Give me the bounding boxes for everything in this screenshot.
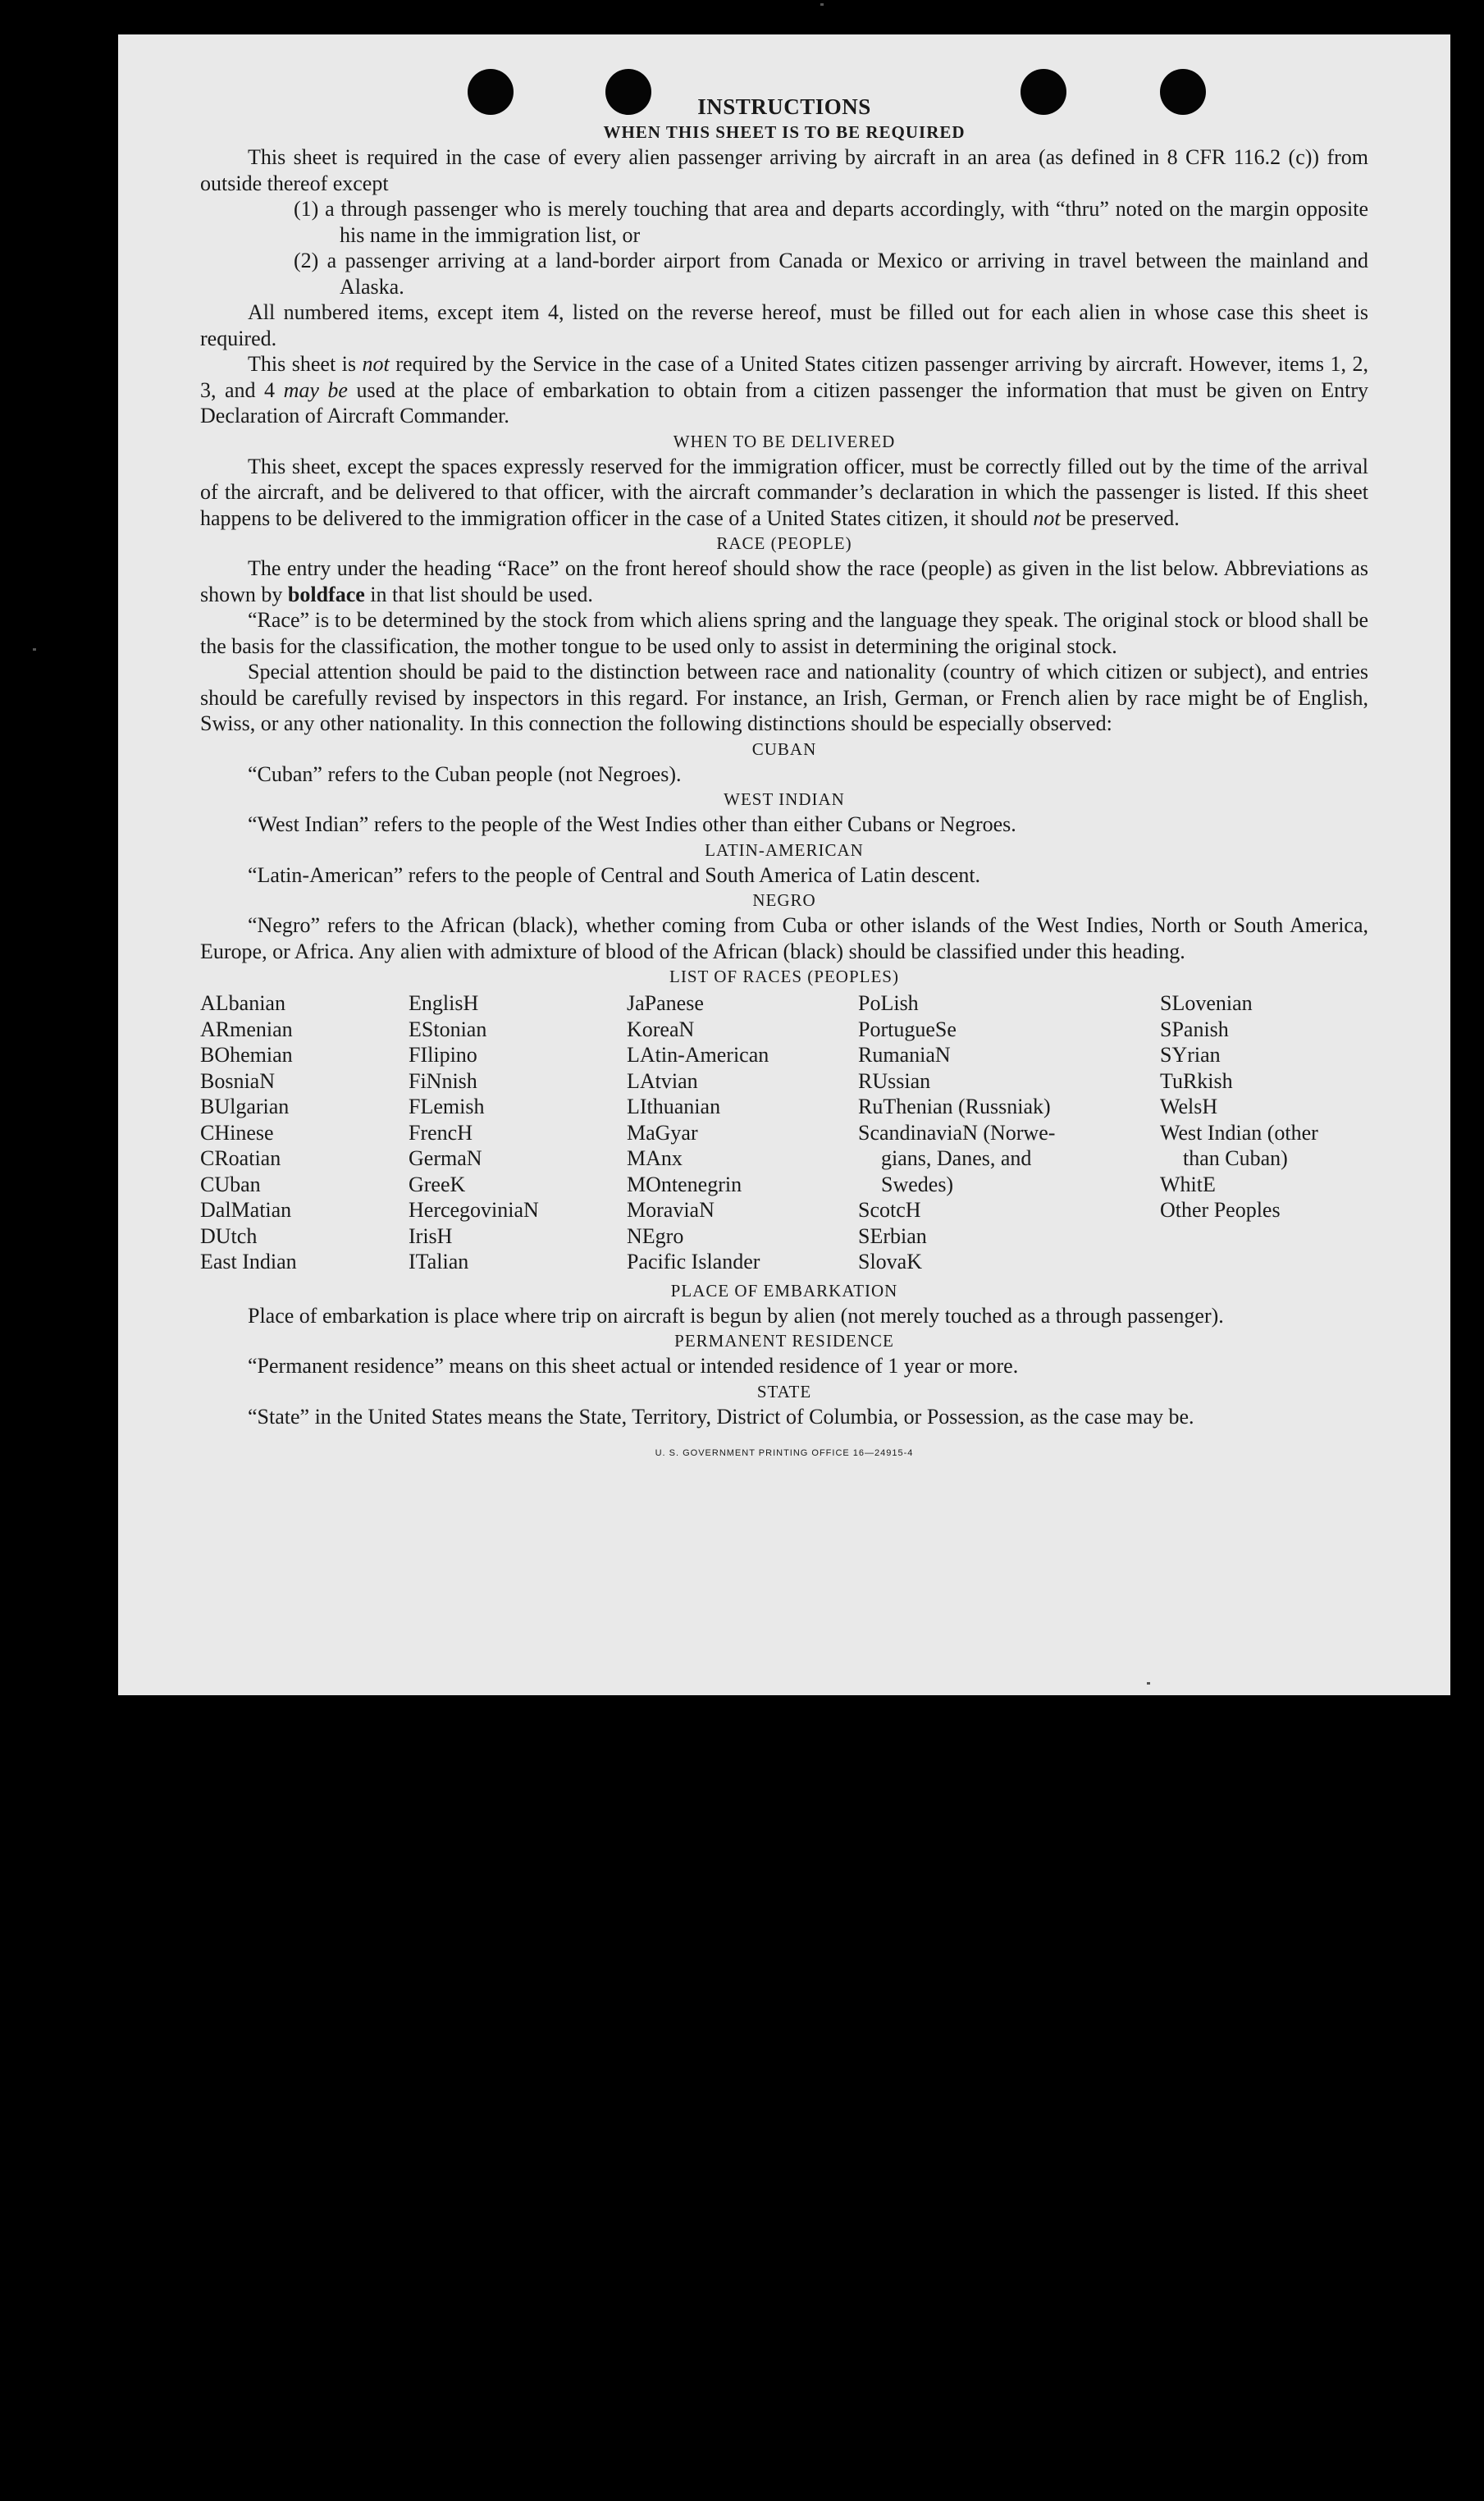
race-entry: BOhemian (200, 1043, 293, 1067)
race-entry: CHinese (200, 1120, 274, 1145)
definition-cuban: “Cuban” refers to the Cuban people (not Negroes). (248, 761, 682, 786)
printer-imprint: U. S. GOVERNMENT PRINTING OFFICE 16—24915-4 (655, 1448, 914, 1458)
embarkation-paragraph: Place of embarkation is place where trip on aircraft is begun by alien (not merely touched as a through passenger). (248, 1303, 1224, 1328)
race-entry: FiNnish (409, 1068, 477, 1093)
film-speck (820, 3, 824, 6)
document-body (200, 94, 1368, 1467)
delivered-paragraph: This sheet, except the spaces expressly reserved for the immigration officer, must be correctly filled out by the time of the arrival of the aircraft, and be delivered to that officer, with the aircraft commander’s declaration in which the passenger is listed. If this sheet happens to be delivered to the immigration officer in the case of a United States citizen, it should not be preserved. (200, 454, 1368, 530)
race-entry: MoraviaN (627, 1198, 715, 1222)
citizen-paragraph: This sheet is not required by the Service in the case of a United States citizen passenger arriving by aircraft. However, items 1, 2, 3, and 4 may be used at the place of embarkation to obtain from a citizen passenger the information that must be given on Entry Declaration of Aircraft Commander. (200, 352, 1369, 428)
race-entry: SErbian (858, 1223, 927, 1248)
race-entry: GreeK (409, 1172, 466, 1196)
race-entry: SYrian (1160, 1043, 1221, 1067)
section-heading-embarkation: PLACE OF EMBARKATION (670, 1280, 898, 1301)
races-list (200, 990, 1368, 1275)
definition-heading-negro: NEGRO (752, 890, 816, 910)
race-entry: Other Peoples (1160, 1198, 1281, 1222)
section-heading-delivered: WHEN TO BE DELIVERED (673, 431, 896, 451)
races-list-heading: LIST OF RACES (PEOPLES) (669, 967, 899, 986)
race-entry: TuRkish (1160, 1068, 1233, 1093)
race-entry: ScotcH (858, 1198, 921, 1222)
races-column-5 (1160, 990, 1368, 1275)
race-entry: MaGyar (627, 1120, 698, 1145)
residence-paragraph: “Permanent residence” means on this sheet actual or intended residence of 1 year or more. (248, 1354, 1019, 1378)
race-entry: BosniaN (200, 1068, 275, 1093)
race-paragraph-2: “Race” is to be determined by the stock from which aliens spring and the language they speak. The original stock or blood shall be the basis for the classification, the mother tongue to be used only to assist in determining the original stock. (200, 608, 1368, 658)
race-entry-continued: gians, Danes, and (881, 1146, 1032, 1170)
race-entry: East Indian (200, 1250, 297, 1273)
race-entry: RUssian (858, 1068, 931, 1093)
race-entry: FLemish (409, 1095, 485, 1118)
race-entry: JaPanese (627, 991, 704, 1015)
definition-heading-latin-american: LATIN-AMERICAN (705, 839, 864, 860)
exception-item-2: (2) a passenger arriving at a land-border airport from Canada or Mexico or arriving in travel between the mainland and Alaska. (294, 249, 1368, 299)
definition-heading-cuban: CUBAN (751, 738, 817, 759)
race-entry: PortugueSe (858, 1017, 957, 1041)
race-entry: SLovenian (1160, 991, 1253, 1015)
race-entry: MAnx (627, 1146, 683, 1170)
race-entry: FrencH (409, 1120, 473, 1145)
definition-heading-west-indian: WEST INDIAN (724, 789, 845, 809)
race-entry-continued: than Cuban) (1183, 1146, 1288, 1170)
race-entry: IrisH (409, 1223, 453, 1248)
races-column-1 (200, 990, 409, 1275)
race-entry: ARmenian (200, 1017, 293, 1041)
race-entry: SlovaK (858, 1250, 922, 1273)
races-column-2 (409, 990, 627, 1275)
race-entry: SPanish (1160, 1017, 1229, 1041)
exception-item-1: (1) a through passenger who is merely touching that area and departs accordingly, with “thru” noted on the margin opposite his name in the immigration list, or (294, 197, 1368, 247)
race-entry: RumaniaN (858, 1043, 951, 1067)
race-entry: EStonian (409, 1017, 487, 1041)
race-entry: FIlipino (409, 1043, 477, 1067)
film-speck (1147, 1682, 1150, 1685)
race-entry: KoreaN (627, 1017, 695, 1041)
race-entry: CUban (200, 1172, 261, 1196)
races-column-4 (858, 990, 1160, 1275)
race-paragraph-1: The entry under the heading “Race” on the front hereof should show the race (people) as given in the list below. Abbreviations as shown by boldface in that list should be used. (200, 556, 1368, 606)
numbered-items-paragraph: All numbered items, except item 4, listed on the reverse hereof, must be filled out for each alien in whose case this sheet is required. (200, 300, 1368, 350)
race-entry: MOntenegrin (627, 1172, 742, 1196)
instruction-sheet (118, 34, 1450, 1695)
section-heading-required: WHEN THIS SHEET IS TO BE REQUIRED (603, 122, 966, 142)
section-heading-residence: PERMANENT RESIDENCE (674, 1331, 894, 1351)
state-paragraph: “State” in the United States means the State, Territory, District of Columbia, or Possession, as the case may be. (248, 1404, 1194, 1429)
race-entry: LAtvian (627, 1068, 698, 1093)
required-intro: This sheet is required in the case of every alien passenger arriving by aircraft in an area (as defined in 8 CFR 116.2 (c)) from outside thereof except (200, 145, 1368, 195)
race-entry: NEgro (627, 1223, 684, 1248)
page-title: INSTRUCTIONS (697, 94, 871, 119)
race-entry: DUtch (200, 1223, 258, 1248)
race-entry: LAtin-American (627, 1043, 769, 1067)
definition-west-indian: “West Indian” refers to the people of the West Indies other than either Cubans or Negroes. (248, 812, 1016, 836)
race-entry: BUlgarian (200, 1095, 290, 1118)
race-entry: PoLish (858, 991, 919, 1015)
race-entry: RuThenian (Russniak) (858, 1095, 1051, 1118)
race-entry: ScandinaviaN (Norwe- (858, 1120, 1056, 1145)
race-entry: HercegoviniaN (409, 1198, 539, 1222)
races-column-3 (627, 990, 858, 1275)
race-entry: DalMatian (200, 1198, 292, 1222)
race-entry: ITalian (409, 1250, 469, 1273)
race-entry: CRoatian (200, 1146, 281, 1170)
race-entry: West Indian (other (1160, 1120, 1318, 1145)
film-speck (33, 648, 36, 651)
section-heading-race: RACE (PEOPLE) (716, 533, 852, 553)
definition-latin-american: “Latin-American” refers to the people of Central and South America of Latin descent. (248, 862, 981, 887)
race-entry: Pacific Islander (627, 1250, 760, 1273)
race-entry: WelsH (1160, 1095, 1218, 1118)
race-entry: WhitE (1160, 1172, 1216, 1196)
section-heading-state: STATE (756, 1381, 812, 1401)
race-entry: ALbanian (200, 991, 285, 1015)
race-entry: GermaN (409, 1146, 482, 1170)
race-entry-continued: Swedes) (881, 1172, 954, 1196)
definition-negro: “Negro” refers to the African (black), whether coming from Cuba or other islands of the West Indies, North or South America, Europe, or Africa. Any alien with admixture of blood of the African (black) should be classified under this heading. (200, 913, 1368, 963)
race-entry: LIthuanian (627, 1095, 721, 1118)
race-paragraph-3: Special attention should be paid to the distinction between race and nationality (country of which citizen or subject), and entries should be carefully revised by inspectors in this regard. For instance, an Irish, German, or French alien by race might be of English, Swiss, or any other nationality. In this connection the following distinctions should be especially observed: (200, 660, 1368, 735)
race-entry: EnglisH (409, 991, 479, 1015)
